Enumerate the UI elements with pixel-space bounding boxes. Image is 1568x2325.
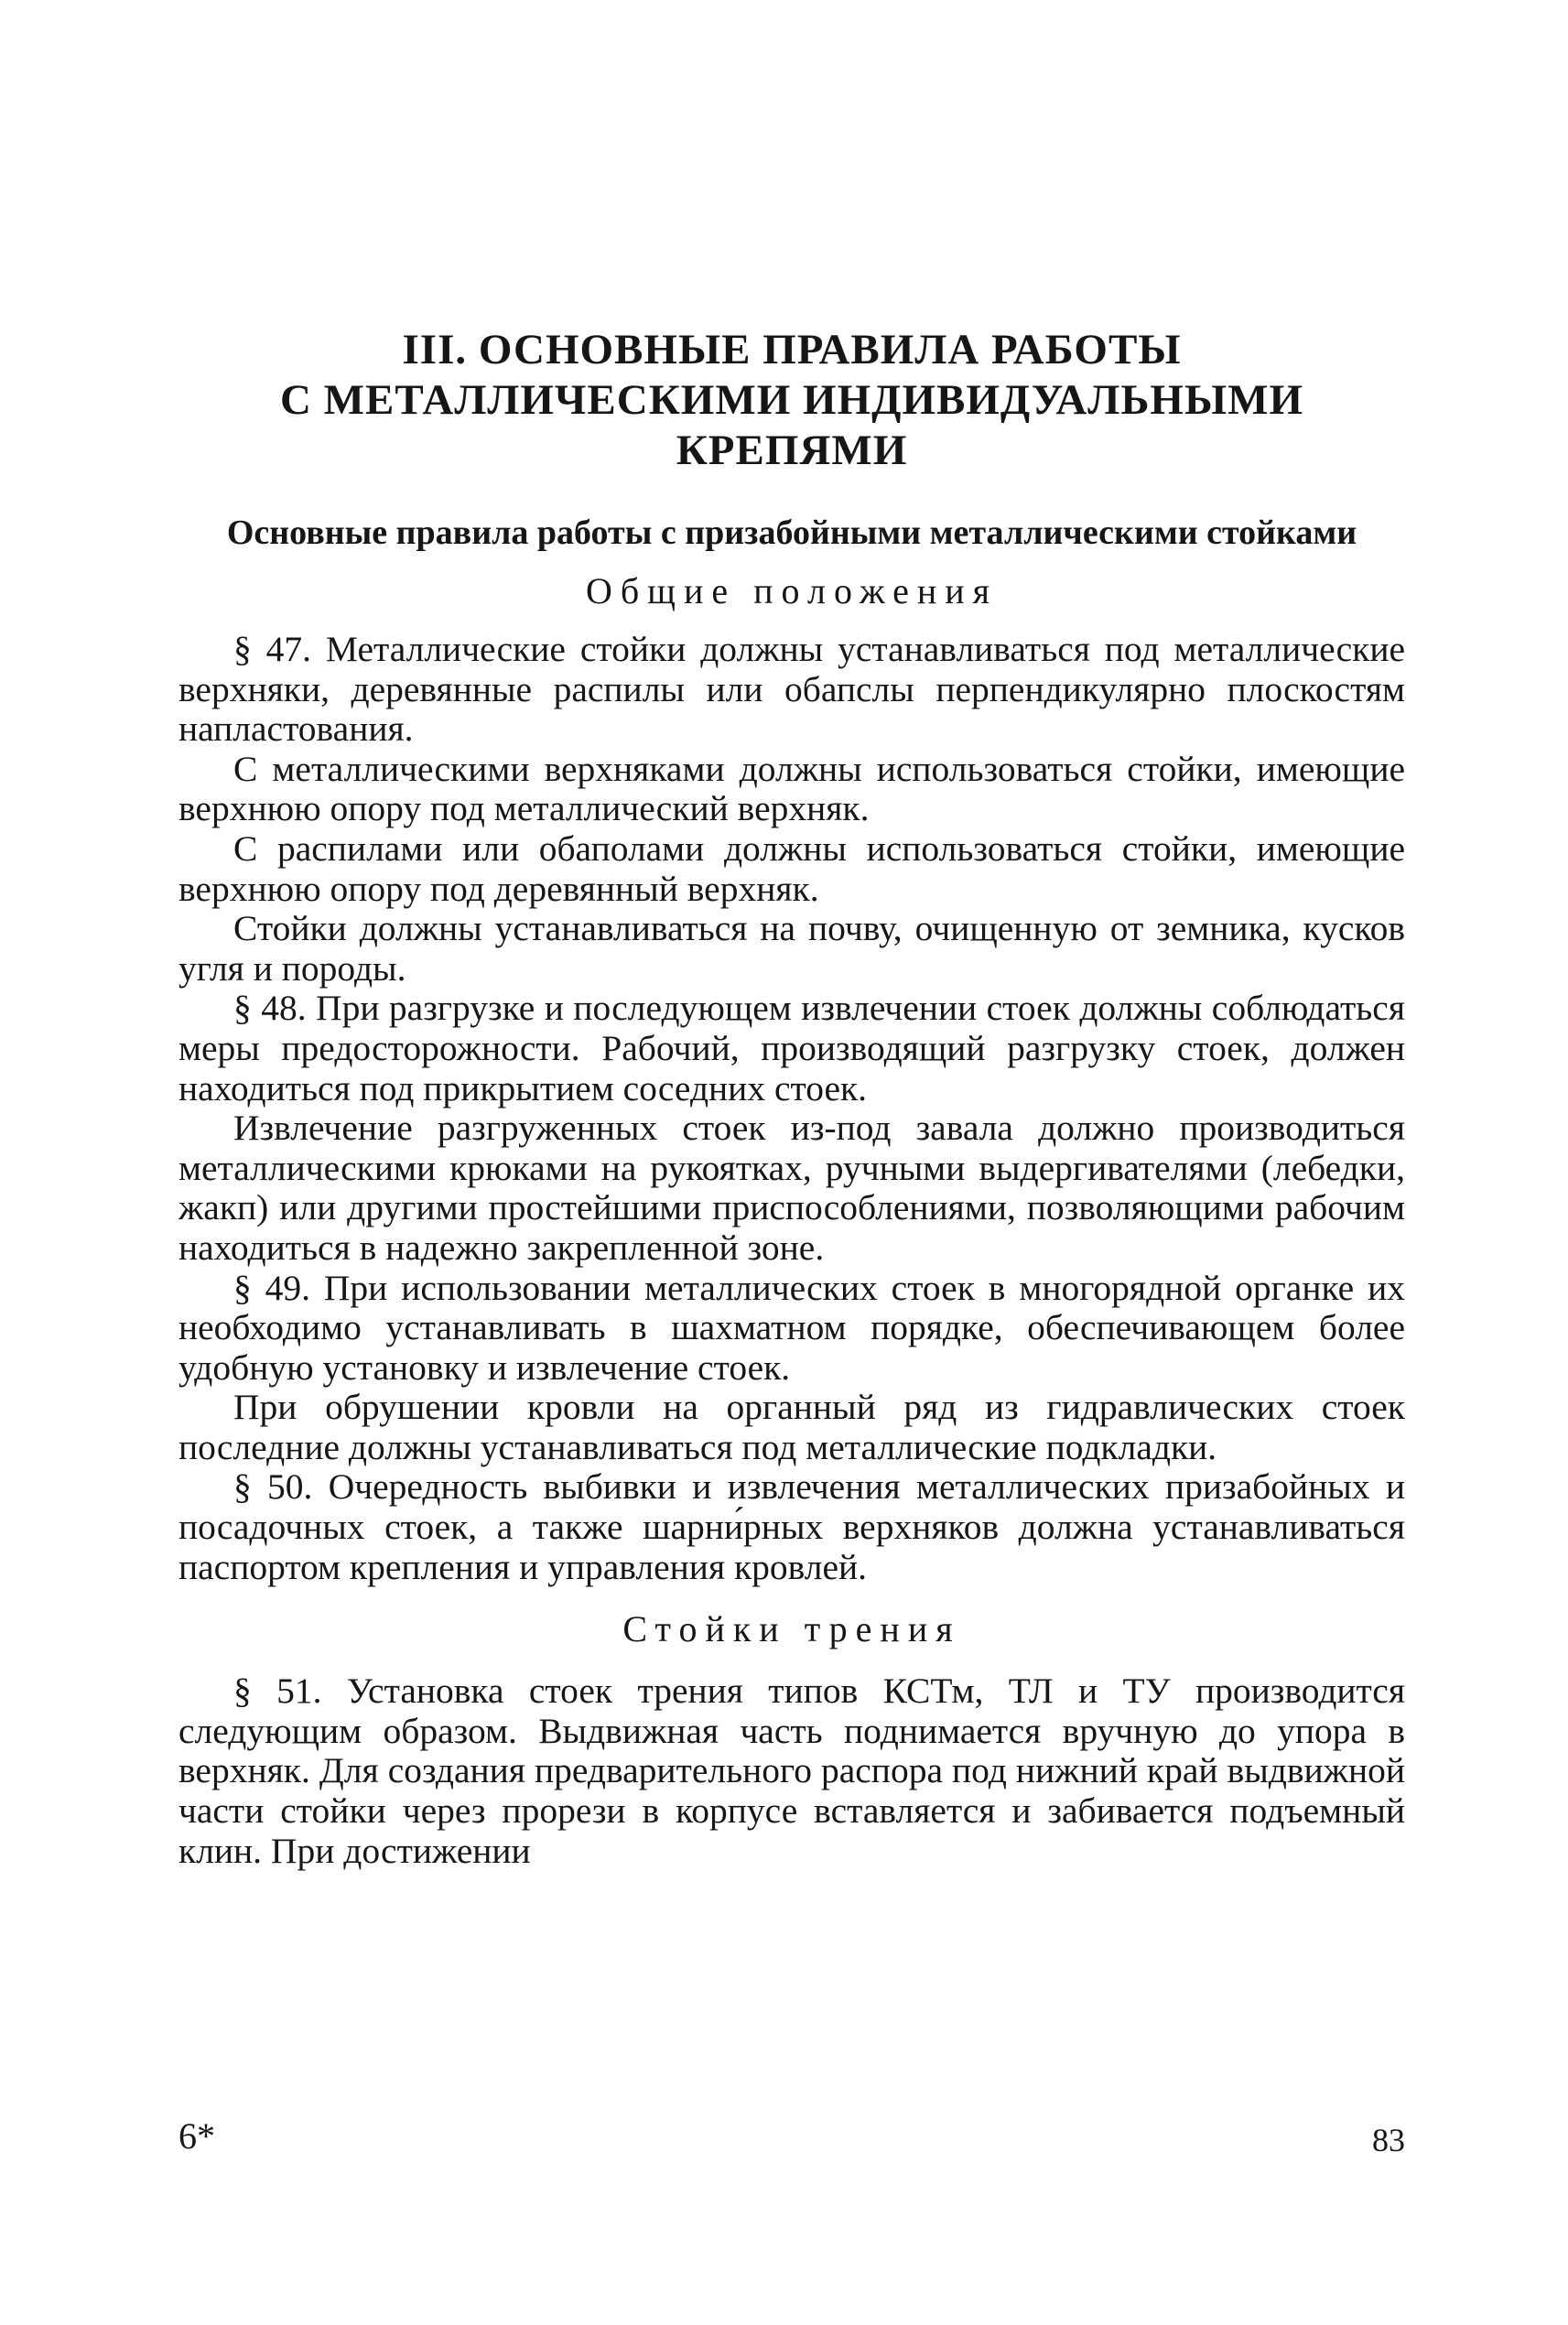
paragraph: Извлечение разгруженных стоек из-под завала должно производиться металлическими крюками на рукоятках, ручными выдергивателями (лебедки, жакп) или другими простейшими приспособлениями, позволяющими рабочим находиться в надежно закрепленной зоне. [178, 1108, 1405, 1268]
page-body [178, 325, 1405, 1871]
paragraph: Стойки должны устанавливаться на почву, очищенную от земника, кусков угля и породы. [178, 908, 1405, 989]
subsection-title-friction-props: Стойки трения [622, 1608, 961, 1650]
chapter-title [178, 325, 1405, 476]
chapter-title-line2: С МЕТАЛЛИЧЕСКИМИ ИНДИВИДУАЛЬНЫМИ КРЕПЯМИ [279, 376, 1304, 474]
section-title: Основные правила работы с призабойными металлическими стойками [226, 514, 1357, 552]
chapter-title-line1: III. ОСНОВНЫЕ ПРАВИЛА РАБОТЫ [402, 326, 1182, 373]
paragraph: § 49. При использовании металлических стоек в многорядной органке их необходимо устанавливать в шахматном порядке, обеспечивающем более удобную установку и извлечение стоек. [178, 1267, 1405, 1388]
friction-props-text [178, 1671, 1405, 1871]
paragraph: § 48. При разгрузке и последующем извлечении стоек должны соблюдаться меры предосторожности. Рабочий, производящий разгрузку стоек, должен находиться под прикрытием соседних стоек. [178, 988, 1405, 1108]
general-provisions-text [178, 630, 1405, 1587]
page-number: 83 [1372, 2122, 1405, 2158]
paragraph: § 51. Установка стоек трения типов КСТм, ТЛ и ТУ производится следующим образом. Выдвижная часть поднимается вручную до упора в верхняк. Для создания предварительного распора под нижний край выдвижной части стойки через прорези в корпусе вставляется и забивается подъемный клин. При достижении [178, 1671, 1405, 1871]
paragraph: § 50. Очередность выбивки и извлечения металлических призабойных и посадочных стоек, а также шарни́рных верхняков должна устанавливаться паспортом крепления и управления кровлей. [178, 1466, 1405, 1587]
paragraph: С распилами или обаполами должны использоваться стойки, имеющие верхнюю опору под деревянный верхняк. [178, 827, 1405, 909]
paragraph: § 47. Металлические стойки должны устанавливаться под металлические верхняки, деревянные распилы или обапслы перпендикулярно плоскостям напластования. [178, 629, 1405, 750]
subsection-title-general: Общие положения [585, 570, 999, 611]
signature-mark: 6* [178, 2115, 215, 2157]
paragraph: При обрушении кровли на органный ряд из гидравлических стоек последние должны устанавливаться под металлические подкладки. [178, 1387, 1405, 1467]
paragraph: С металлическими верхняками должны использоваться стойки, имеющие верхнюю опору под металлический верхняк. [178, 748, 1405, 829]
